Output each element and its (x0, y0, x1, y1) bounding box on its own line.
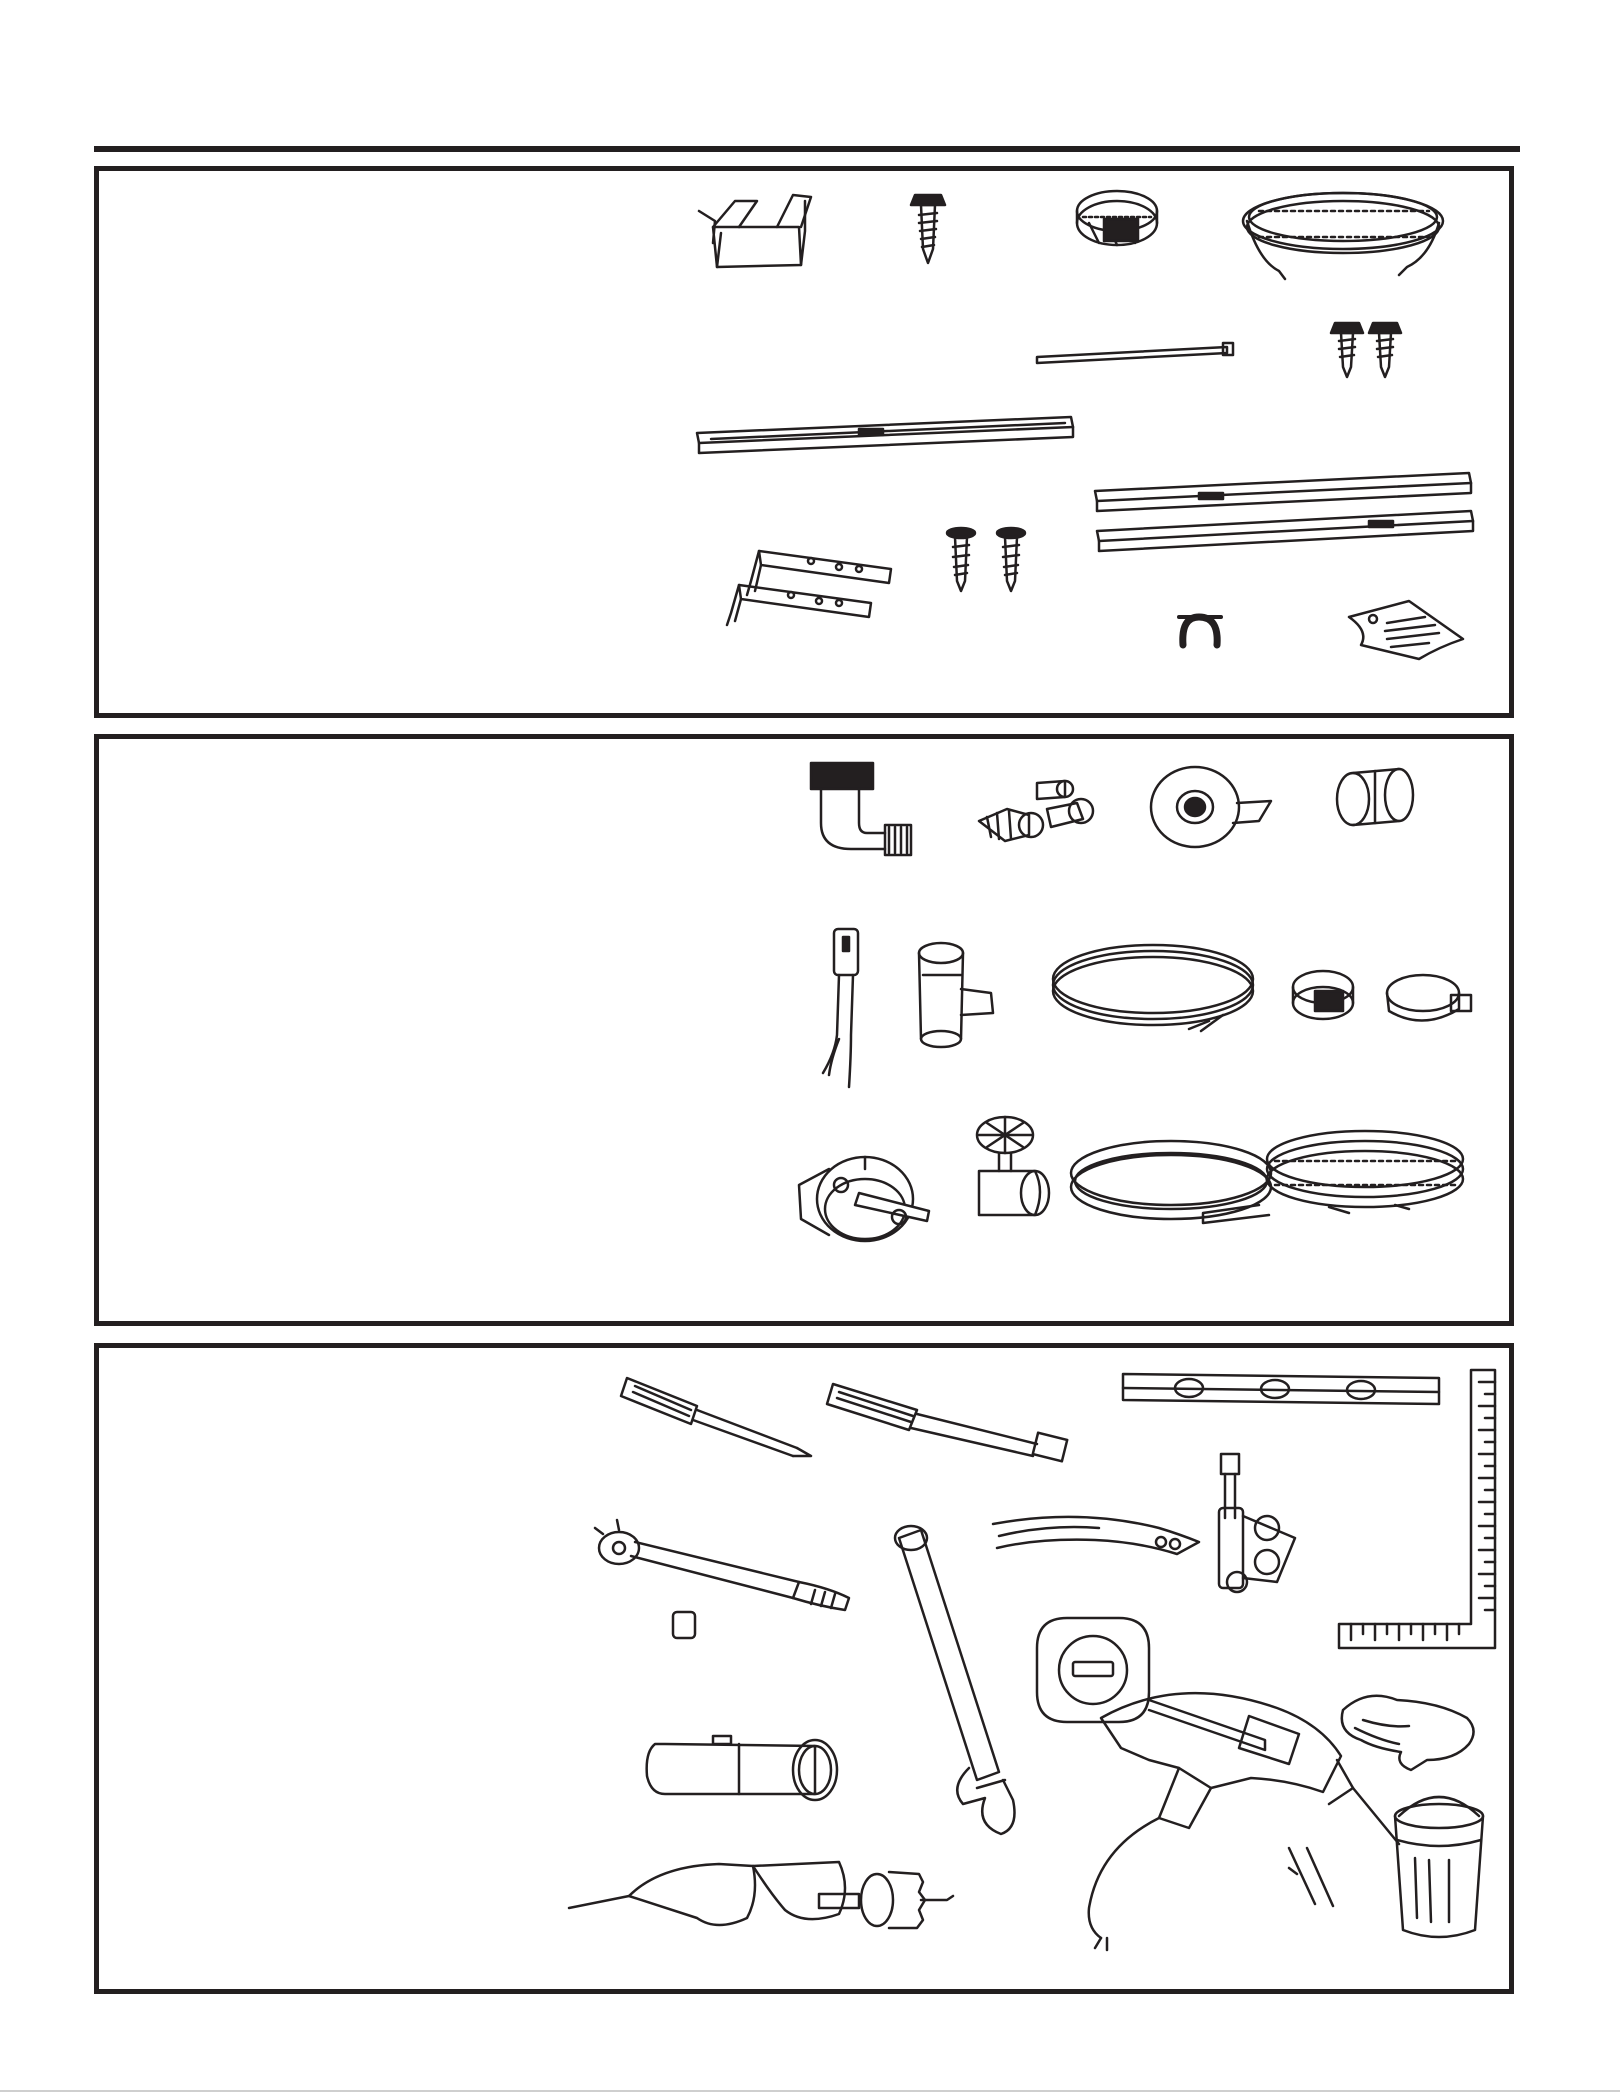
braided-water-hose-icon (1243, 193, 1443, 279)
parts-panel (94, 166, 1514, 718)
mounting-screws-pair-icon (947, 528, 1025, 591)
long-side-trim-icon (697, 417, 1073, 453)
tools-panel (94, 1343, 1514, 1994)
footer-rule (0, 2090, 1620, 2092)
pliers-icon (993, 1517, 1199, 1554)
electric-drill-icon (1089, 1693, 1399, 1950)
drain-hose-bracket-icon (699, 195, 811, 267)
hole-saw-icon (819, 1872, 953, 1928)
hose-clamps-icon (1293, 971, 1471, 1021)
elbow-fitting-icon (811, 763, 911, 855)
safety-glasses-icon (569, 1862, 845, 1925)
tubing-cutter-icon (1219, 1454, 1295, 1592)
hex-head-screw-icon (911, 195, 945, 263)
carpenter-square-icon (1339, 1370, 1495, 1648)
copper-tubing-coil-icon (1053, 945, 1253, 1031)
bucket-icon (1395, 1797, 1483, 1937)
hose-clip-icon (1179, 617, 1221, 645)
phillips-screwdriver-icon (621, 1378, 811, 1456)
gloves-icon (1342, 1696, 1474, 1770)
instruction-card-icon (1349, 601, 1463, 659)
side-trim-pair-icon (1095, 473, 1473, 551)
adjustable-wrench-icon (895, 1526, 1015, 1834)
nut-driver-icon (827, 1384, 1067, 1461)
hex-screws-pair-icon (1331, 323, 1401, 377)
anchor-brackets-icon (727, 551, 891, 625)
braided-supply-line-icon (1267, 1131, 1463, 1213)
cable-tie-icon (1037, 343, 1233, 363)
junction-box-connector-icon (799, 1157, 929, 1241)
header-rule (94, 146, 1520, 152)
drain-tee-icon (919, 943, 993, 1047)
pipe-coupling-icon (1337, 769, 1413, 825)
shutoff-valve-icon (977, 1117, 1049, 1215)
flashlight-icon (647, 1736, 837, 1800)
power-cord-icon (823, 929, 858, 1087)
wire-nuts-icon (979, 781, 1093, 841)
ratchet-and-socket-icon (595, 1520, 849, 1638)
level-icon (1123, 1374, 1439, 1404)
hose-clamp-icon (1077, 191, 1157, 245)
tape-roll-icon (1151, 767, 1271, 847)
plastic-tubing-coil-icon (1071, 1141, 1271, 1223)
materials-panel (94, 734, 1514, 1326)
tape-measure-icon (1037, 1618, 1265, 1750)
